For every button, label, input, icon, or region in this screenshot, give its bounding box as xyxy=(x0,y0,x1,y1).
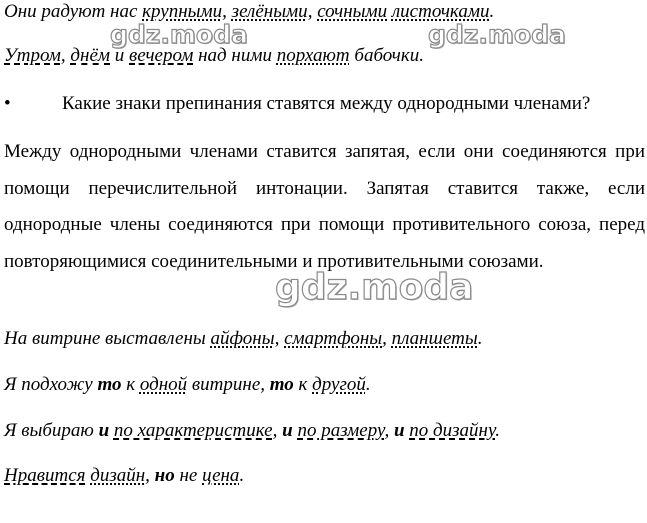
text: Я подхожу xyxy=(4,374,98,395)
watermark-logo: gdz.moda xyxy=(110,20,248,49)
answer-paragraph: Между однородными членами ставится запятая, если они соединяются при помощи перечислительной интонации. Запятая ставится также, если однородные члены соединяются при помощи противительного союза, перед повторяющимися соединительными и противительными союзами. xyxy=(4,141,645,272)
example-sentence-4 xyxy=(4,464,244,488)
text: витрине, xyxy=(187,374,270,395)
bullet-icon: • xyxy=(4,93,11,114)
text: , xyxy=(274,328,285,349)
underlined-word: планшеты xyxy=(391,328,478,349)
text: , xyxy=(222,1,232,22)
underlined-word: зелёными xyxy=(231,1,308,22)
text: , xyxy=(307,1,318,22)
underlined-word: цена xyxy=(202,465,240,486)
text: Они радуют нас xyxy=(4,1,143,22)
text: , xyxy=(382,328,392,349)
underlined-word: айфоны xyxy=(210,328,275,349)
underlined-word: по характеристике xyxy=(113,420,273,441)
text: , xyxy=(272,420,283,441)
text: , xyxy=(145,465,155,486)
bold-conjunction: то xyxy=(269,374,294,395)
text: не xyxy=(174,465,203,486)
text: Я выбираю xyxy=(4,420,99,441)
watermark-logo: gdz.moda xyxy=(275,267,474,308)
underlined-word: крупными xyxy=(142,1,223,22)
underlined-word: днём xyxy=(70,45,111,66)
example-sentence-1 xyxy=(4,327,482,351)
underlined-word: одной xyxy=(139,374,188,395)
underlined-word: Нравится xyxy=(4,465,86,486)
bold-conjunction: но xyxy=(154,465,175,486)
example-sentence-3 xyxy=(4,419,500,443)
underlined-word: по размеру xyxy=(297,420,385,441)
underlined-word: вечером xyxy=(129,45,194,66)
watermark-logo: gdz.moda xyxy=(428,20,566,49)
bold-conjunction: то xyxy=(97,374,122,395)
question-text: Какие знаки препинания ставятся между однородными членами? xyxy=(62,93,591,114)
bold-conjunction: и xyxy=(393,420,405,441)
example-sentence-2 xyxy=(4,373,371,397)
text: . xyxy=(477,328,483,349)
bold-conjunction: и xyxy=(282,420,293,441)
text: над ними xyxy=(193,45,277,66)
text: . xyxy=(239,465,245,486)
underlined-word: Утром xyxy=(4,45,61,66)
underlined-word: по дизайну xyxy=(409,420,496,441)
underlined-word: смартфоны xyxy=(284,328,383,349)
underlined-word: листочками xyxy=(391,1,490,22)
text: . xyxy=(489,1,495,22)
text: , xyxy=(384,420,394,441)
text: к xyxy=(121,374,140,395)
bold-conjunction: и xyxy=(98,420,110,441)
underlined-word: сочными xyxy=(317,1,388,22)
text: бабочки. xyxy=(349,45,424,66)
underlined-word: дизайн xyxy=(90,465,146,486)
underlined-word: другой xyxy=(312,374,366,395)
question-bullet xyxy=(4,92,590,116)
example-line-1 xyxy=(4,0,494,24)
text: к xyxy=(293,374,313,395)
text: . xyxy=(365,374,371,395)
text: На витрине выставлены xyxy=(4,328,211,349)
underlined-word: порхают xyxy=(276,45,350,66)
text: и xyxy=(110,45,130,66)
text: . xyxy=(495,420,500,441)
text: , xyxy=(60,45,71,66)
